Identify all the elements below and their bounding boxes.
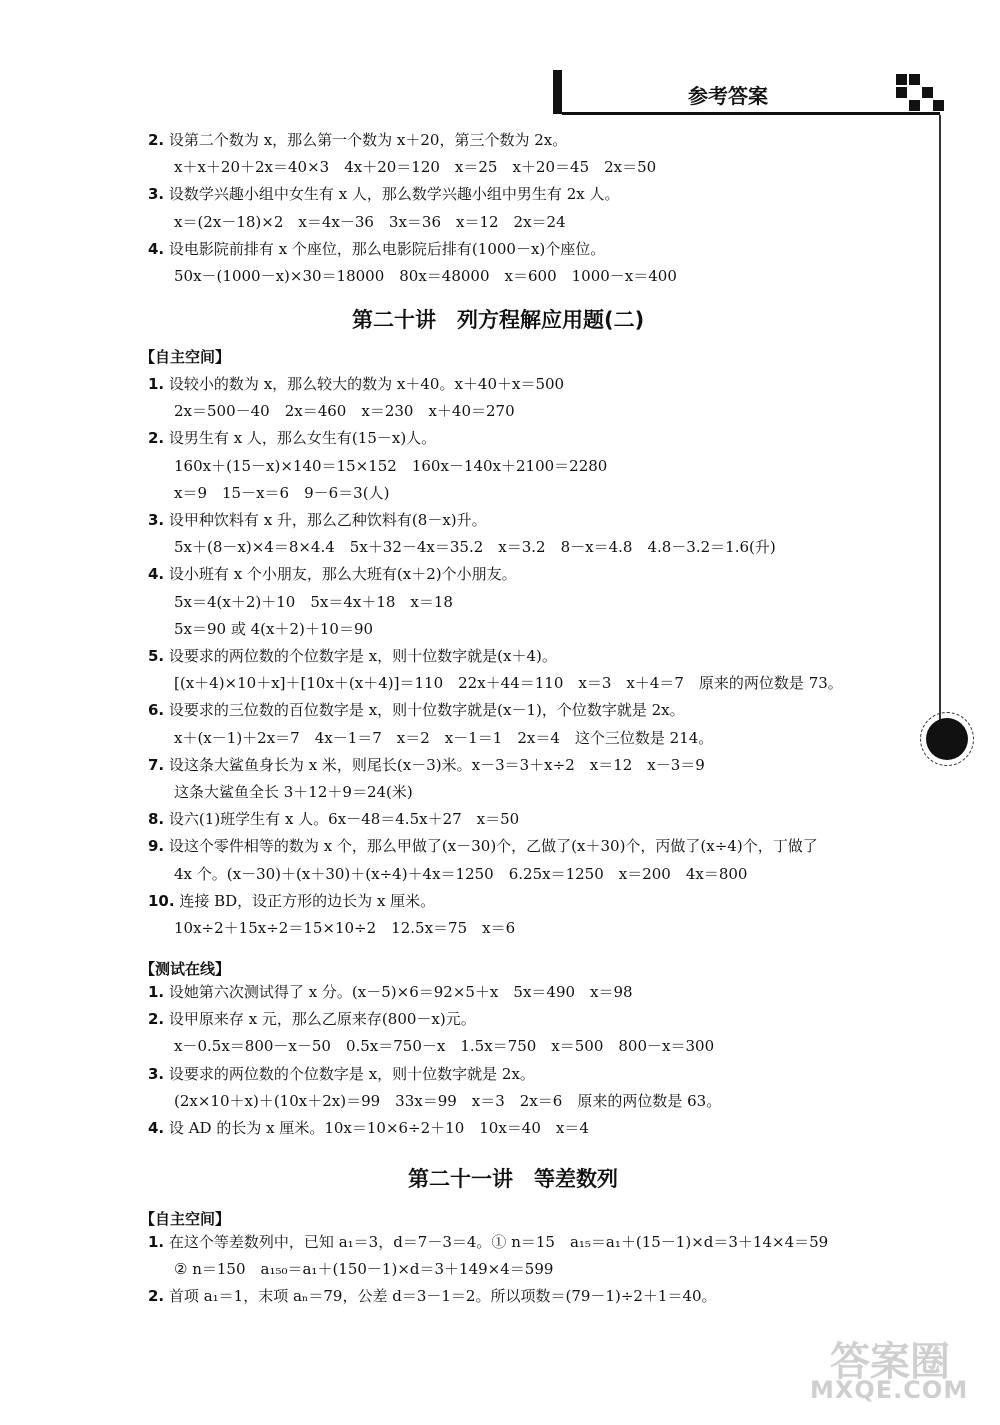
answer-text: 5x＋(8－x)×4＝8×4.4 5x＋32－4x＝35.2 x＝3.2 8－x＝4.8 4.8－3.2＝1.6(升) <box>174 538 776 557</box>
answer-text: 在这个等差数列中，已知 a₁＝3，d＝7－3＝4。① n＝15 a₁₅＝a₁＋(15－1)×d＝3＋14×4＝59 <box>168 1233 829 1251</box>
item-number: 1. <box>148 983 165 1001</box>
item-number: 2. <box>148 429 165 448</box>
watermark-url: MXQE.COM <box>810 1376 969 1404</box>
header-rule <box>562 112 940 115</box>
answer-line <box>148 1064 535 1084</box>
item-number: 10. <box>148 891 175 910</box>
item-number: 2. <box>148 1010 165 1029</box>
answer-text: 50x－(1000－x)×30＝18000 80x＝48000 x＝600 1000－x＝400 <box>174 267 677 285</box>
section-title: 第二十讲 列方程解应用题(二) <box>352 308 645 332</box>
answer-text: [(x＋4)×10＋x]＋[10x＋(x＋4)]＝110 22x＋44＝110 x＝3 x＋4＝7 原来的两位数是 73。 <box>174 674 843 693</box>
answer-text: 设第二个数为 x，那么第一个数为 x＋20，第三个数为 2x。 <box>168 131 568 149</box>
answer-line <box>148 1118 589 1138</box>
item-number: 9. <box>148 837 165 856</box>
header-bar <box>553 70 562 114</box>
item-number: 6. <box>148 701 165 720</box>
answer-text: 160x＋(15－x)×140＝15×152 160x－140x＋2100＝2280 <box>174 456 608 475</box>
answer-line <box>174 1091 721 1111</box>
answer-text: 设要求的三位数的百位数字是 x，则十位数字就是(x－1)，个位数字就是 2x。 <box>168 701 685 720</box>
answer-text: 设电影院前排有 x 个座位，那么电影院后排有(1000－x)个座位。 <box>168 239 606 258</box>
item-number: 1. <box>148 1233 165 1251</box>
answer-line <box>174 401 515 421</box>
item-number: 4. <box>148 565 165 584</box>
answer-line <box>148 809 519 829</box>
answer-line <box>148 891 435 911</box>
subsection-label: 【测试在线】 <box>140 960 231 978</box>
answer-line <box>174 592 453 612</box>
answer-line <box>174 918 515 938</box>
answer-line <box>148 1009 476 1029</box>
answer-line <box>148 1232 828 1252</box>
answer-text: x－0.5x＝800－x－50 0.5x＝750－x 1.5x＝750 x＝500 800－x＝300 <box>174 1037 715 1056</box>
answer-line <box>174 266 677 286</box>
answer-text: 设这条大鲨鱼身长为 x 米，则尾长(x－3)米。x－3＝3＋x÷2 x＝12 x－3＝9 <box>168 755 705 774</box>
answer-line <box>148 239 605 259</box>
answer-text: 设数学兴趣小组中女生有 x 人，那么数学兴趣小组中男生有 2x 人。 <box>168 185 620 204</box>
answer-line <box>148 510 487 530</box>
answer-text: x＝(2x－18)×2 x＝4x－36 3x＝36 x＝12 2x＝24 <box>174 212 566 231</box>
answer-line <box>174 782 413 802</box>
answer-text: 5x＝90 或 4(x＋2)＋10＝90 <box>174 619 374 638</box>
answer-line <box>148 982 633 1002</box>
answer-text: 首项 a₁＝1，末项 aₙ＝79，公差 d＝3－1＝2。所以项数＝(79－1)÷2＋1＝40。 <box>168 1287 717 1306</box>
answer-text: 设甲种饮料有 x 升，那么乙种饮料有(8－x)升。 <box>168 511 487 529</box>
answer-line <box>174 619 373 639</box>
answer-line <box>174 728 713 748</box>
answer-text: 设六(1)班学生有 x 人。6x－48＝4.5x＋27 x＝50 <box>168 810 520 829</box>
answer-line <box>148 836 818 856</box>
answer-text: x＋x＋20＋2x＝40×3 4x＋20＝120 x＝25 x＋20＝45 2x＝50 <box>174 158 657 177</box>
item-number: 5. <box>148 647 165 665</box>
answer-line <box>174 157 656 177</box>
answer-text: 设甲原来存 x 元，那么乙原来存(800－x)元。 <box>168 1010 476 1029</box>
margin-rule <box>939 115 941 735</box>
answer-text: 设小班有 x 个小朋友，那么大班有(x＋2)个小朋友。 <box>168 565 517 584</box>
answer-line <box>148 1286 717 1306</box>
answer-text: 5x＝4(x＋2)＋10 5x＝4x＋18 x＝18 <box>174 592 453 611</box>
answer-line <box>174 212 566 232</box>
answer-text: 这条大鲨鱼全长 3＋12＋9＝24(米) <box>174 783 413 801</box>
answer-text: 2x＝500－40 2x＝460 x＝230 x＋40＝270 <box>174 402 515 421</box>
watermark-logo <box>810 1330 980 1410</box>
watermark-text: 答案圈 <box>830 1339 950 1385</box>
answer-text: 设男生有 x 人，那么女生有(15－x)人。 <box>168 429 437 448</box>
item-number: 1. <box>148 375 165 393</box>
answer-text: x＋(x－1)＋2x＝7 4x－1＝7 x＝2 x－1＝1 2x＝4 这个三位数是 214。 <box>174 728 714 747</box>
item-number: 3. <box>148 185 165 204</box>
item-number: 2. <box>148 131 165 149</box>
answer-line <box>174 483 389 503</box>
subsection-label: 【自主空间】 <box>140 348 231 366</box>
item-number: 4. <box>148 1119 165 1137</box>
answer-text: 设要求的两位数的个位数字是 x，则十位数字就是(x＋4)。 <box>168 647 557 665</box>
answer-text: x＝9 15－x＝6 9－6＝3(人) <box>174 483 390 502</box>
header-squares-icon <box>896 74 944 110</box>
answer-line <box>174 1259 553 1279</box>
answer-line <box>148 130 567 150</box>
item-number: 7. <box>148 755 165 774</box>
answer-text: 连接 BD，设正方形的边长为 x 厘米。 <box>179 891 436 910</box>
answer-text: 10x÷2＋15x÷2＝15×10÷2 12.5x＝75 x＝6 <box>174 919 516 937</box>
item-number: 2. <box>148 1287 165 1306</box>
answer-line <box>148 374 564 394</box>
item-number: 8. <box>148 810 165 829</box>
item-number: 4. <box>148 239 165 258</box>
answer-line <box>174 673 843 693</box>
item-number: 3. <box>148 511 165 529</box>
answer-line <box>174 456 607 476</box>
answer-line <box>148 428 436 448</box>
answer-line <box>174 1036 714 1056</box>
header-title: 参考答案 <box>688 84 768 108</box>
section-title: 第二十一讲 等差数列 <box>408 1167 618 1191</box>
answer-line <box>174 537 776 557</box>
answer-text: 设较小的数为 x，那么较大的数为 x＋40。x＋40＋x＝500 <box>168 375 565 393</box>
answer-line <box>174 864 747 884</box>
answer-line <box>148 646 557 666</box>
answer-text: 设这个零件相等的数为 x 个，那么甲做了(x－30)个，乙做了(x＋30)个，丙做了(x÷4)个，丁做了 <box>168 837 818 856</box>
subsection-label: 【自主空间】 <box>140 1210 231 1228</box>
answer-text: ② n＝150 a₁₅₀＝a₁＋(150－1)×d＝3＋149×4＝599 <box>174 1260 554 1279</box>
answer-text: 设 AD 的长为 x 厘米。10x＝10×6÷2＋10 10x＝40 x＝4 <box>168 1119 589 1137</box>
answer-text: 设要求的两位数的个位数字是 x，则十位数字就是 2x。 <box>168 1064 535 1083</box>
item-number: 3. <box>148 1064 165 1083</box>
page-badge-dot <box>926 718 968 760</box>
answer-line <box>148 564 517 584</box>
answer-text: 4x 个。(x－30)＋(x＋30)＋(x÷4)＋4x＝1250 6.25x＝1250 x＝200 4x＝800 <box>174 864 748 883</box>
answer-text: (2x×10＋x)＋(10x＋2x)＝99 33x＝99 x＝3 2x＝6 原来的两位数是 63。 <box>174 1091 722 1110</box>
answer-line <box>148 184 619 204</box>
answer-line <box>148 700 685 720</box>
answer-line <box>148 755 705 775</box>
answer-text: 设她第六次测试得了 x 分。(x－5)×6＝92×5＋x 5x＝490 x＝98 <box>168 983 633 1001</box>
